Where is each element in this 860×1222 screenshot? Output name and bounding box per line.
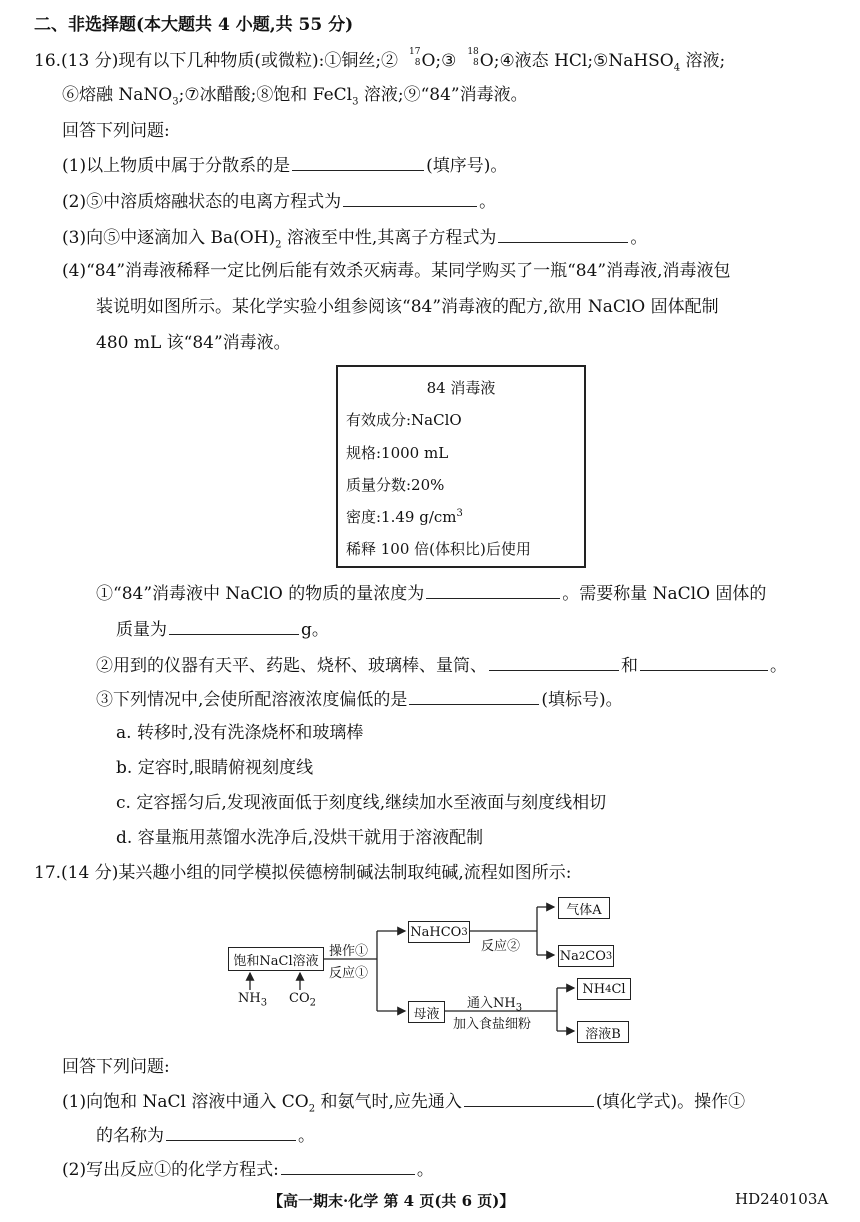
q17-part-1-line-1: (1)向饱和 NaCl 溶液中通入 $CO_2$ 和氨气时,应先通入 (填化学式)。操作①	[62, 1088, 745, 1122]
co2-input-label: $CO_2$	[289, 991, 316, 1009]
answer-blank[interactable]	[640, 652, 768, 671]
answer-blank[interactable]	[409, 686, 539, 705]
q16-part-4-line-2: 装说明如图所示。某化学实验小组参阅该“84”消毒液的配方,欲用 NaClO 固体配制	[96, 297, 719, 317]
oxygen-18-isotope: 18 8	[467, 47, 479, 68]
q16-line-2: ⑥熔融 NaNO$_3$;⑦冰醋酸;⑧饱和 FeCl$_3$ 溶液;⑨“84”消毒液。	[62, 85, 528, 108]
label-dilution: 稀释 100 倍(体积比)后使用	[346, 540, 531, 558]
bleach-label-box	[336, 365, 586, 568]
q17-answer-prompt: 回答下列问题:	[62, 1057, 170, 1077]
q16-part-4-line-1: (4)“84”消毒液稀释一定比例后能有效杀灭病毒。某同学购买了一瓶“84”消毒液,消毒液包	[62, 261, 731, 281]
answer-blank[interactable]	[426, 580, 560, 599]
q16-line-1: 16.(13 分)现有以下几种物质(或微粒):①铜丝;② 17 8 O;③ 18 8 O;④液态 HCl;⑤NaHSO$_4$ 溶液;	[34, 47, 726, 74]
q17-part-1-line-2: 的名称为 。	[96, 1122, 315, 1149]
section-title: 二、非选择题(本大题共 4 小题,共 55 分)	[34, 15, 354, 35]
reaction-2-label: 反应②	[481, 939, 521, 954]
answer-blank[interactable]	[169, 616, 299, 635]
q16-sub-3: ③下列情况中,会使所配溶液浓度偏低的是 (填标号)。	[96, 686, 623, 713]
na2co3-box: Na 2 CO 3	[558, 945, 614, 967]
label-ingredient: 有效成分:NaClO	[346, 411, 462, 429]
q16-answer-prompt: 回答下列问题:	[62, 121, 170, 141]
option-a: a. 转移时,没有洗涤烧杯和玻璃棒	[116, 723, 364, 743]
process-flow-diagram	[227, 893, 633, 1045]
gas-a-box: 气体A	[558, 897, 610, 919]
answer-blank[interactable]	[498, 224, 628, 243]
answer-blank[interactable]	[489, 652, 619, 671]
q16-sub-2: ②用到的仪器有天平、药匙、烧杯、玻璃棒、量筒、 和 。	[96, 652, 787, 679]
solution-b-box: 溶液B	[577, 1021, 629, 1043]
saturated-nacl-box: 饱和NaCl溶液	[228, 947, 324, 971]
oxygen-17-isotope: 17 8	[409, 47, 421, 68]
nh4cl-box: NH 4 Cl	[577, 978, 631, 1000]
q16-part-2: (2)⑤中溶质熔融状态的电离方程式为 。	[62, 188, 496, 215]
option-d: d. 容量瓶用蒸馏水洗净后,没烘干就用于溶液配制	[116, 828, 484, 848]
q16-sub-1-line-2: 质量为 g。	[116, 616, 329, 643]
answer-blank[interactable]	[292, 152, 424, 171]
exam-code: HD240103A	[735, 1190, 829, 1208]
nh3-input-label: $NH_3$	[238, 991, 268, 1009]
page-footer: 【高一期末·化学 第 4 页(共 6 页)】	[268, 1192, 515, 1210]
label-spec: 规格:1000 mL	[346, 444, 449, 462]
answer-blank[interactable]	[281, 1156, 415, 1175]
option-c: c. 定容摇匀后,发现液面低于刻度线,继续加水至液面与刻度线相切	[116, 793, 607, 813]
label-density: 密度:1.49 $g/cm^3$	[346, 508, 463, 526]
answer-blank[interactable]	[464, 1088, 594, 1107]
add-nh3-label: 通入$NH_3$	[467, 996, 523, 1014]
answer-blank[interactable]	[166, 1122, 296, 1141]
label-title: 84 消毒液	[426, 379, 496, 397]
label-mass-fraction: 质量分数:20%	[346, 476, 445, 494]
operation-1-label: 操作①	[329, 944, 369, 959]
nahco3-box: NaHCO 3	[408, 921, 470, 943]
q16-sub-1-line-1: ①“84”消毒液中 NaClO 的物质的量浓度为 。需要称量 NaClO 固体的	[96, 580, 766, 607]
q17-part-2: (2)写出反应①的化学方程式: 。	[62, 1156, 434, 1183]
option-b: b. 定容时,眼睛俯视刻度线	[116, 758, 314, 778]
q16-part-1: (1)以上物质中属于分散系的是 (填序号)。	[62, 152, 507, 179]
q16-part-4-line-3: 480 mL 该“84”消毒液。	[96, 333, 291, 353]
q17-intro: 17.(14 分)某兴趣小组的同学模拟侯德榜制碱法制取纯碱,流程如图所示:	[34, 863, 572, 883]
add-salt-label: 加入食盐细粉	[453, 1017, 532, 1032]
reaction-1-label: 反应①	[329, 966, 369, 981]
mother-liquor-box: 母液	[408, 1001, 445, 1023]
answer-blank[interactable]	[343, 188, 477, 207]
q16-part-3: (3)向⑤中逐滴加入 $Ba(OH)_2$ 溶液至中性,其离子方程式为 。	[62, 224, 647, 258]
